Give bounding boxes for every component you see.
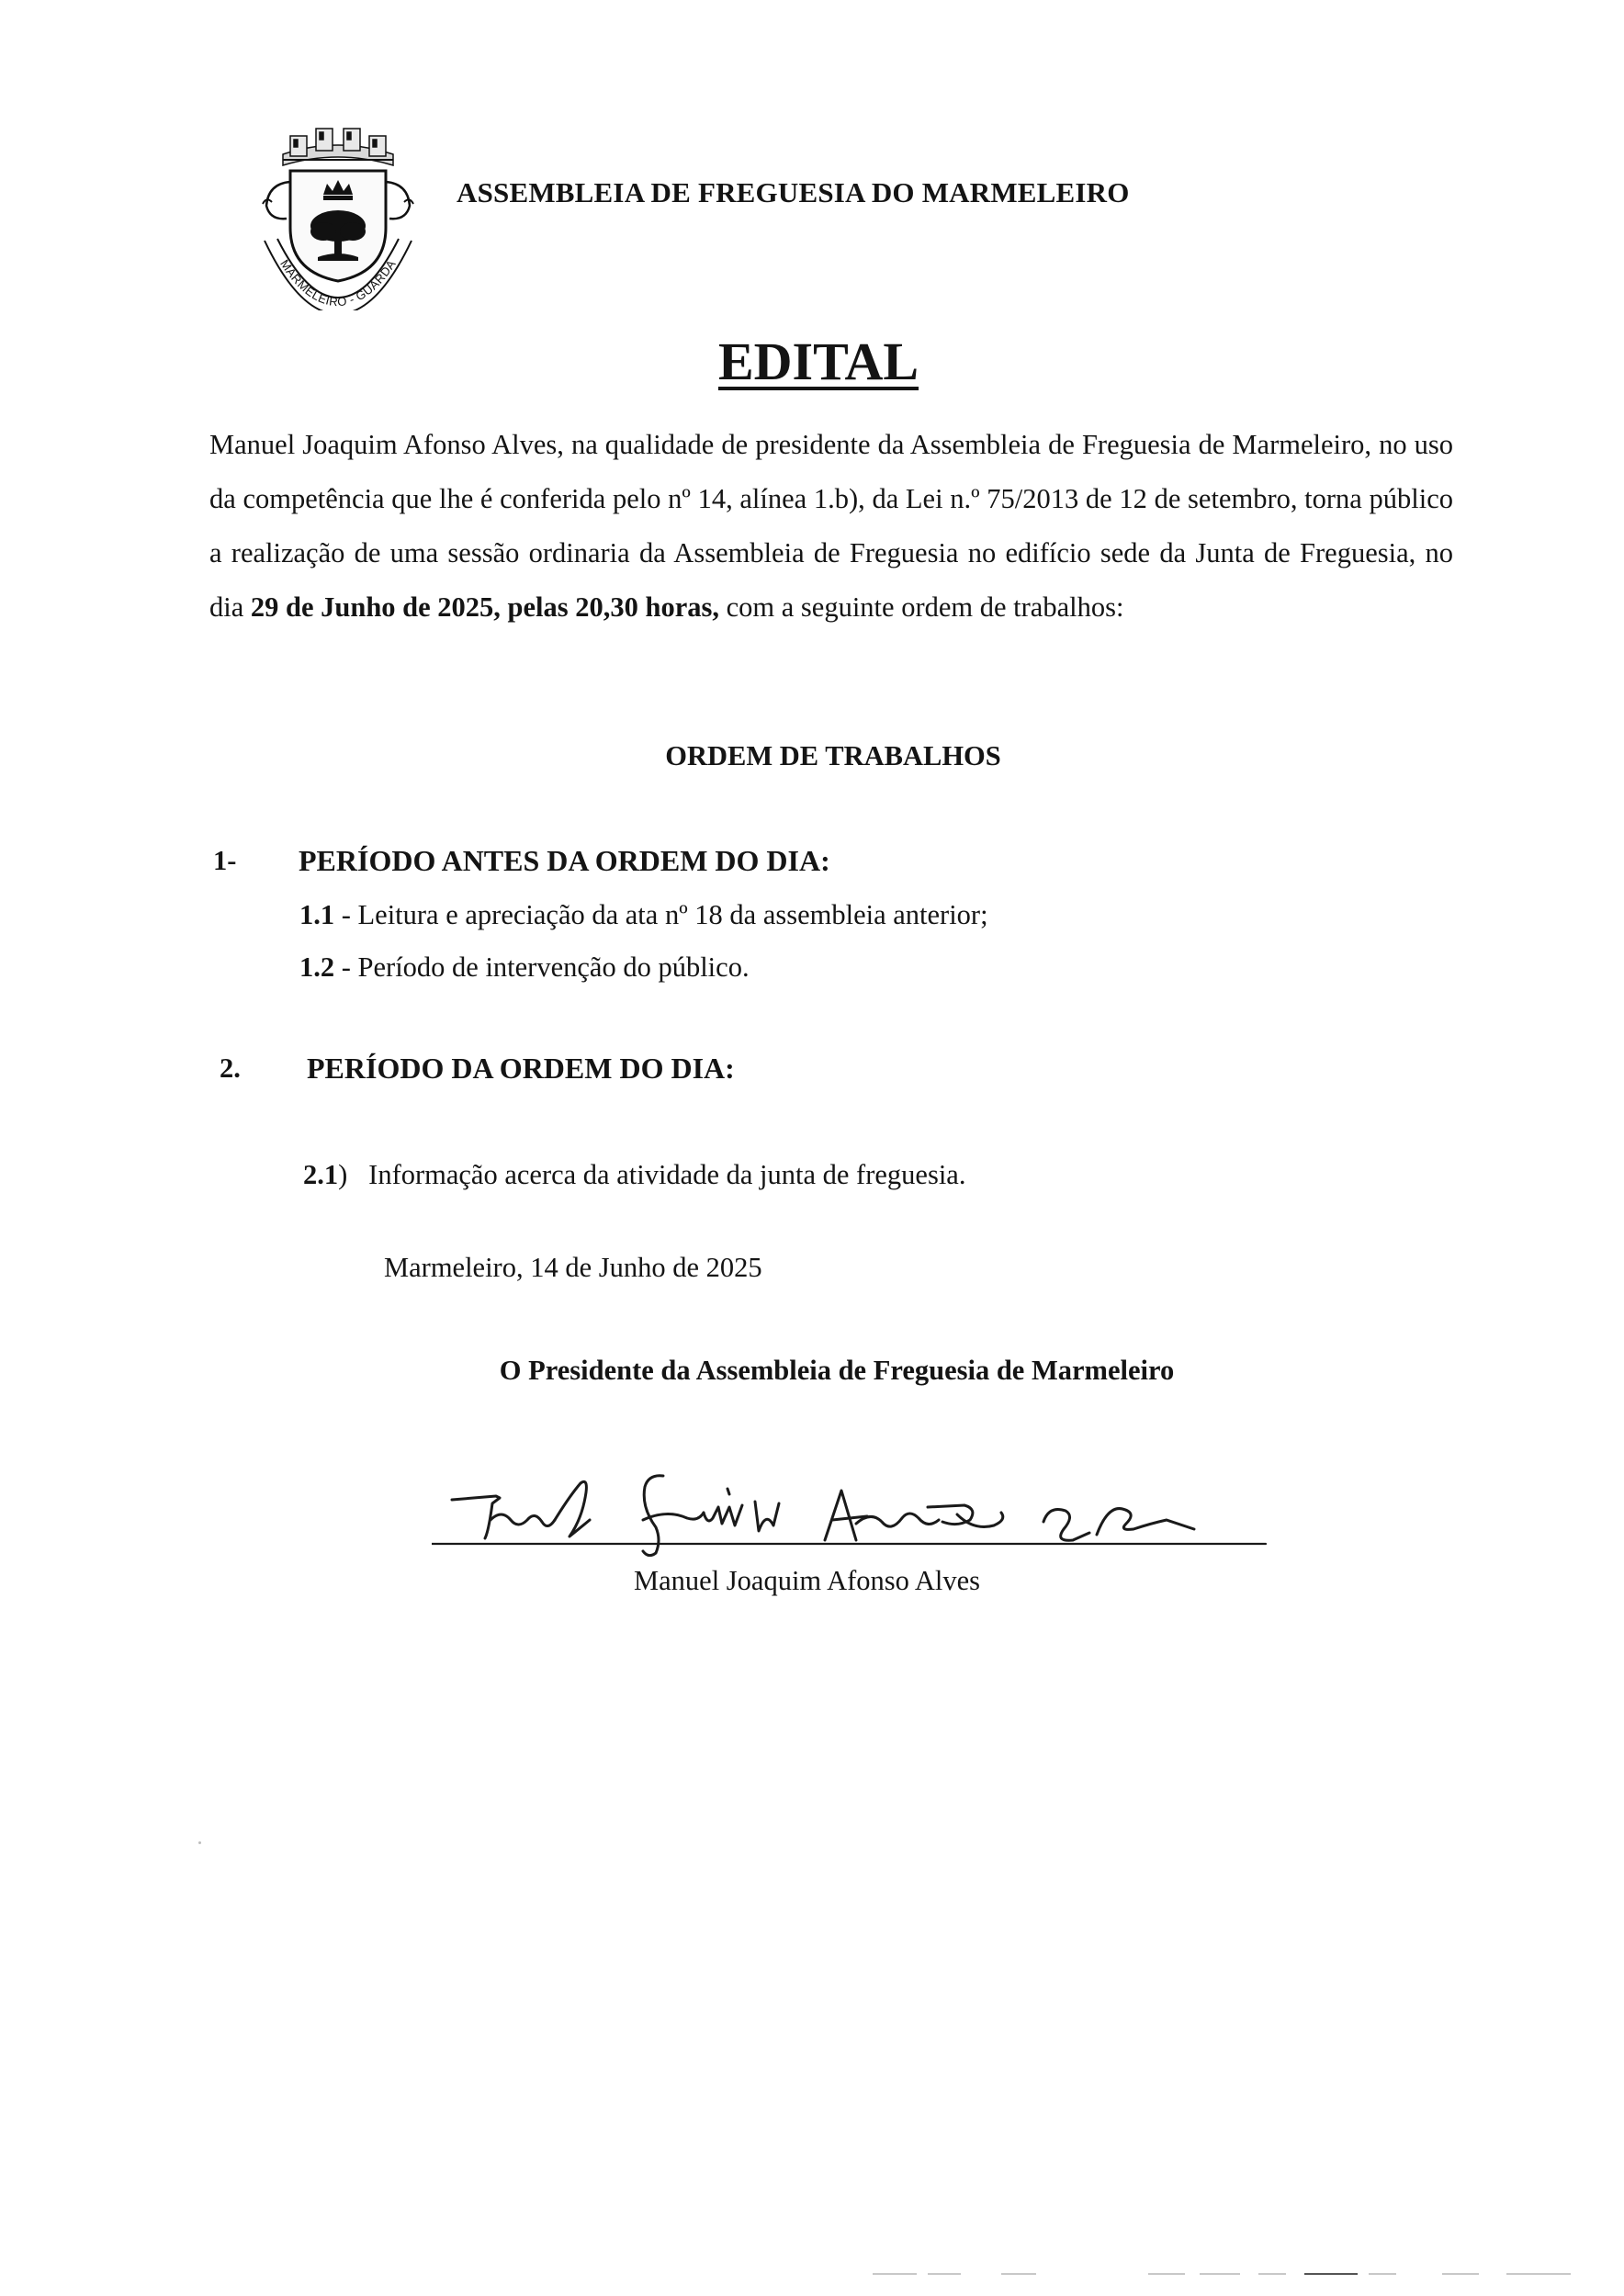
crest-ribbon-text: MARMELEIRO - GUARDA (277, 256, 399, 310)
scan-speck (198, 1841, 201, 1844)
section-2-title: PERÍODO DA ORDEM DO DIA: (307, 1052, 735, 1085)
agenda-item-text: ) Informação acerca da atividade da junta de freguesia. (338, 1159, 966, 1190)
agenda-item (303, 1159, 965, 1191)
signatory-role: O Presidente da Assembleia de Freguesia de Marmeleiro (499, 1355, 1175, 1386)
section-1-number: 1- (213, 845, 237, 876)
intro-paragraph (209, 418, 1453, 635)
parish-crest (246, 118, 430, 310)
agenda-item-text: - Período de intervenção do público. (334, 951, 750, 983)
agenda-item (299, 951, 750, 984)
intro-text-end: com a seguinte ordem de trabalhos: (719, 591, 1124, 623)
section-1-title: PERÍODO ANTES DA ORDEM DO DIA: (299, 844, 830, 877)
agenda-item-number: 2.1 (303, 1159, 339, 1190)
document-title: EDITAL (717, 332, 919, 391)
organization-title: ASSEMBLEIA DE FREGUESIA DO MARMELEIRO (457, 176, 1130, 208)
agenda-item-number: 1.2 (299, 951, 335, 983)
agenda-item (299, 899, 988, 931)
section-2-number: 2. (220, 1052, 241, 1084)
intro-text-start: Manuel Joaquim Afonso Alves, na qualidade de presidente da Assembleia de Freguesia de Marmeleiro, no uso da competência que lhe é conferida pelo nº 14, alínea 1.b), da Lei n.º 75/2013 de 12 de setembro, torna público a realização de uma sessão ordinaria da Assembleia de Freguesia no edifício sede da Junta de Freguesia, no dia (209, 429, 1453, 623)
place-and-date: Marmeleiro, 14 de Junho de 2025 (384, 1252, 762, 1283)
mural-crown (283, 129, 393, 165)
signatory-name: Manuel Joaquim Afonso Alves (634, 1565, 980, 1596)
agenda-item-number: 1.1 (299, 899, 335, 930)
agenda-item-text: - Leitura e apreciação da ata nº 18 da assembleia anterior; (334, 899, 988, 930)
intro-date-time: 29 de Junho de 2025, pelas 20,30 horas, (250, 591, 719, 623)
agenda-heading: ORDEM DE TRABALHOS (665, 740, 1001, 771)
scan-artifacts (873, 2268, 1598, 2279)
handwritten-signature (432, 1456, 1268, 1557)
